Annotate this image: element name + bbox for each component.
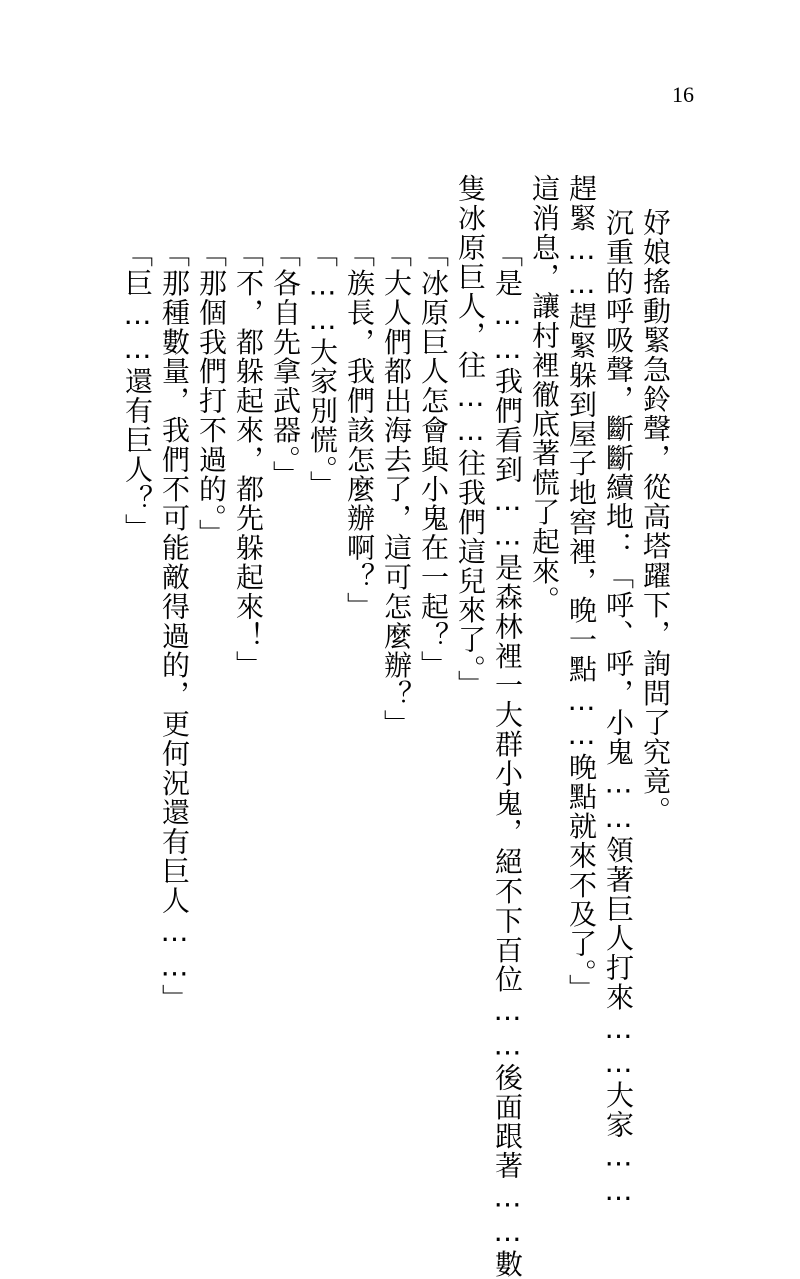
text-column-15: 「巨……還有巨人？」 — [121, 239, 154, 543]
text-column-7: 「冰原巨人怎會與小鬼在一起？」 — [417, 239, 450, 680]
text-column-2: 沉重的呼吸聲，斷斷續地：「呼、呼，小鬼……領著巨人打來……大家…… — [602, 208, 635, 1209]
text-column-6: 隻冰原巨人，往……往我們這兒來了。」 — [454, 174, 487, 700]
page-number: 16 — [672, 82, 694, 107]
text-column-5: 「是……我們看到……是森林裡一大群小鬼，絕不下百位……後面跟著……數 — [491, 239, 524, 1279]
text-column-10: 「……大家別慌。」 — [306, 239, 339, 500]
text-column-1: 妤娘搖動緊急鈴聲，從高塔躍下，詢問了究竟。 — [639, 208, 672, 826]
text-column-8: 「大人們都出海去了，這可怎麼辦？」 — [380, 239, 413, 739]
text-column-9: 「族長，我們該怎麼辦啊？」 — [343, 239, 376, 622]
text-column-3: 趕緊……趕緊躲到屋子地窖裡，晚一點……晚點就來不及了。」 — [565, 174, 598, 1004]
text-column-11: 「各自先拿武器。」 — [269, 239, 302, 490]
text-column-12: 「不，都躲起來，都先躲起來！」 — [232, 239, 265, 680]
text-column-13: 「那個我們打不過的。」 — [195, 239, 228, 549]
text-column-14: 「那種數量，我們不可能敵得過的，更何況還有巨人……」 — [158, 239, 191, 1014]
text-column-4: 這消息，讓村裡徹底著慌了起來。 — [528, 174, 561, 615]
